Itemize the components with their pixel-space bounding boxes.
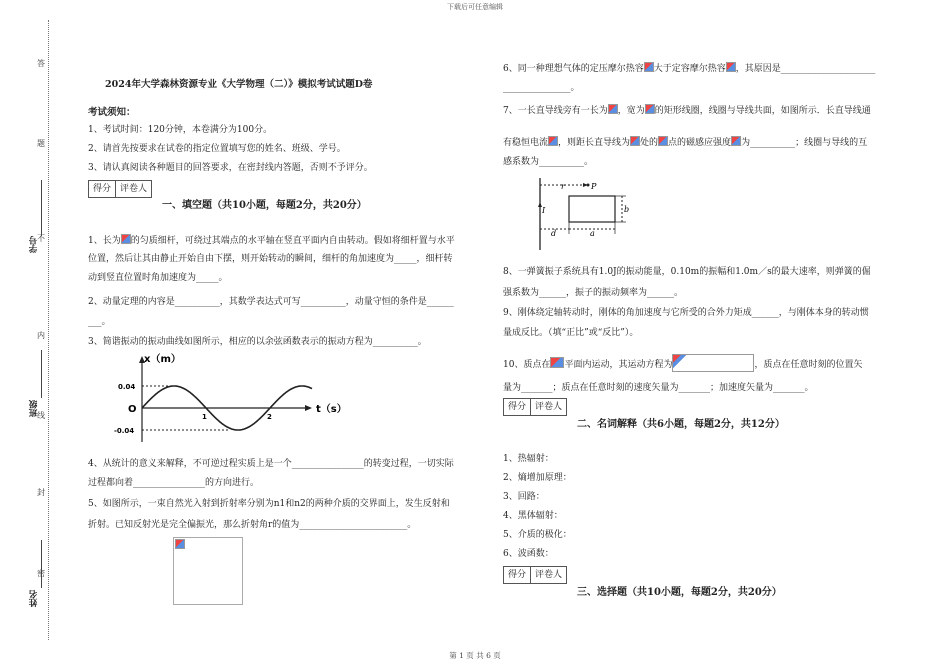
question-5: 5、如图所示，一束自然光入射到折射率分别为n1和n2的两种介质的交界面上，发生反射和 <box>88 499 450 509</box>
section-terms-heading: 二、名词解释（共6小题，每题2分，共12分） <box>577 419 785 430</box>
term-item: 2、熵增加原理： <box>503 473 572 483</box>
q7-text-line2 <box>503 136 867 149</box>
x-axis-label: x（m） <box>144 354 181 365</box>
formula-image-icon <box>672 354 754 372</box>
question-2: 2、动量定理的内容是__________，其数学表达式可写__________，动量守恒的条件是______ <box>88 297 454 307</box>
wire-loop-diagram <box>528 176 638 252</box>
label-i: I <box>542 206 546 215</box>
score-box-fill <box>88 180 152 198</box>
formula-image-icon <box>121 234 131 244</box>
score-label: 得分 <box>504 399 531 415</box>
rect-loop <box>569 196 615 222</box>
q1-text: 的匀质细杆，可绕过其端点的水平轴在竖直平面内自由转动。假如将细杆置与水平 <box>130 236 455 246</box>
q9-text: 量成反比。（填“正比”或“反比”）。 <box>503 328 639 338</box>
q10-text: ，质点在任意时刻的位置矢 <box>754 360 863 370</box>
student-id-blank[interactable] <box>41 180 42 236</box>
notice-item: 3、请认真阅读各种题目的回答要求，在密封线内答题，否则不予评分。 <box>88 163 373 173</box>
q4-text: 过程都向着________________的方向进行。 <box>88 478 260 488</box>
q8-text: 强系数为______，振子的振动频率为______。 <box>503 288 684 298</box>
t-axis-arrow <box>305 405 312 411</box>
q10-text: 平面内运动，其运动方程为 <box>564 360 673 370</box>
formula-image-icon <box>645 104 655 114</box>
term-item: 5、介质的极化： <box>503 530 572 540</box>
question-10 <box>503 354 862 372</box>
q10-text: 10、质点在 <box>503 360 551 370</box>
binding-char-feng: 封 <box>37 488 45 497</box>
grader-label: 评卷人 <box>535 402 563 412</box>
q7-text: 为__________；线圈与导线的互 <box>741 138 868 148</box>
formula-image-icon <box>608 104 618 114</box>
question-7 <box>503 104 871 117</box>
question-3: 3、简谐振动的振动曲线如图所示，相应的以余弦函数表示的振动方程为__________。 <box>88 337 427 347</box>
q1-text: 位置，然后让其由静止开始自由下摆，则开始转动的瞬间，细杆的角加速度为_____，细杆转 <box>88 254 453 264</box>
q1-text: 动到竖直位置时角加速度为_____。 <box>88 273 228 283</box>
notice-item: 1、考试时间：120分钟，本卷满分为100分。 <box>88 125 273 135</box>
section-fill-heading: 一、填空题（共10小题，每题2分，共20分） <box>162 200 367 211</box>
q5-text: 折射。已知反射光是完全偏振光，那么折射角r的值为________________________。 <box>88 520 417 530</box>
q7-text: 处的 <box>640 138 659 148</box>
binding-char-bu: 不 <box>37 234 45 243</box>
q1-text: 1、长为 <box>88 236 121 246</box>
class-label: 班级 <box>29 400 39 417</box>
term-item: 4、黑体辐射： <box>503 511 563 521</box>
binding-char-nei: 内 <box>37 331 45 340</box>
q7-text: ，宽为 <box>617 106 645 116</box>
notice-item: 2、请首先按要求在试卷的指定位置填写您的姓名、班级、学号。 <box>88 144 346 154</box>
q7-text: ，则距长直导线为 <box>558 138 631 148</box>
q6-text: 大于定容摩尔热容 <box>653 64 726 74</box>
formula-image-icon <box>644 62 654 72</box>
name-label: 姓名 <box>29 590 39 607</box>
label-r: r <box>561 182 565 191</box>
formula-image-icon <box>548 136 558 146</box>
origin-label: O <box>128 404 137 415</box>
binding-char-ti: 题 <box>37 139 45 148</box>
binding-char-xian: 线 <box>37 411 45 420</box>
binding-dotted-line <box>48 20 49 640</box>
formula-image-icon <box>731 136 741 146</box>
section-choice-heading: 三、选择题（共10小题，每题2分，共20分） <box>577 587 782 598</box>
label-a: a <box>590 229 595 238</box>
grader-label: 评卷人 <box>120 184 148 194</box>
student-id-label: 学号 <box>29 236 39 253</box>
q7-text: 点的磁感应强度 <box>668 138 732 148</box>
q2-text: ___。 <box>88 317 111 327</box>
page-header: 下载后可任意编辑 <box>447 3 503 11</box>
question-6 <box>503 62 875 75</box>
q7-text: 7、一长直导线旁有一长为 <box>503 106 608 116</box>
binding-char-da: 答 <box>37 59 45 68</box>
tick-top-label: 0.04 <box>118 383 136 391</box>
oscillation-graph <box>110 350 350 445</box>
tick-1-label: 1 <box>202 413 207 421</box>
formula-image-icon <box>726 62 736 72</box>
score-label: 得分 <box>89 181 116 197</box>
label-b: b <box>624 205 630 214</box>
grader-label: 评卷人 <box>535 570 563 580</box>
q7-text: 的矩形线圈，线圈与导线共面，如图所示．长直导线通 <box>654 106 871 116</box>
t-axis-label: t（s） <box>316 404 347 415</box>
formula-image-icon <box>658 136 668 146</box>
term-item: 6、波函数： <box>503 549 554 559</box>
q7-text: 有稳恒电流 <box>503 138 549 148</box>
formula-image-icon <box>630 136 640 146</box>
name-blank[interactable] <box>41 540 42 588</box>
question-1 <box>88 234 455 247</box>
broken-image-icon <box>175 539 185 549</box>
figure-placeholder <box>173 537 243 605</box>
label-d: d <box>551 229 557 238</box>
question-9: 9、刚体绕定轴转动时，刚体的角加速度与它所受的合外力矩成______，与刚体本身的转动惯 <box>503 308 869 318</box>
binding-char-mi: 密 <box>37 569 45 578</box>
question-8: 8、一弹簧振子系统具有1.0J的振动能量，0.10m的振幅和1.0m／s的最大速率，则弹簧的倔 <box>503 267 871 277</box>
exam-title: 2024年大学森林资源专业《大学物理（二）》模拟考试试题D卷 <box>105 79 373 90</box>
q10-text: 量为_______；质点在任意时刻的速度矢量为_______；加速度矢量为_______。 <box>503 383 814 393</box>
score-box-terms <box>503 398 567 416</box>
tick-2-label: 2 <box>267 413 272 421</box>
q6-text: 6、同一种理想气体的定压摩尔热容 <box>503 64 644 74</box>
score-box-choice <box>503 566 567 584</box>
tick-bottom-label: -0.04 <box>114 427 135 435</box>
q7-text: 感系数为__________。 <box>503 157 594 167</box>
term-item: 1、热辐射： <box>503 454 554 464</box>
score-label: 得分 <box>504 567 531 583</box>
label-p: P <box>591 182 597 191</box>
term-item: 3、回路： <box>503 492 545 502</box>
question-4: 4、从统计的意义来解释，不可逆过程实质上是一个________________的转变过程，一切实际 <box>88 459 454 469</box>
q6-text: ，其原因是_____________________ <box>735 64 876 74</box>
q6-text: _______________。 <box>503 83 580 93</box>
point-p <box>587 184 590 187</box>
formula-image-icon <box>550 357 564 368</box>
page-footer: 第 1 页 共 6 页 <box>449 651 501 660</box>
notice-heading: 考试须知： <box>88 107 136 118</box>
class-blank[interactable] <box>41 350 42 398</box>
